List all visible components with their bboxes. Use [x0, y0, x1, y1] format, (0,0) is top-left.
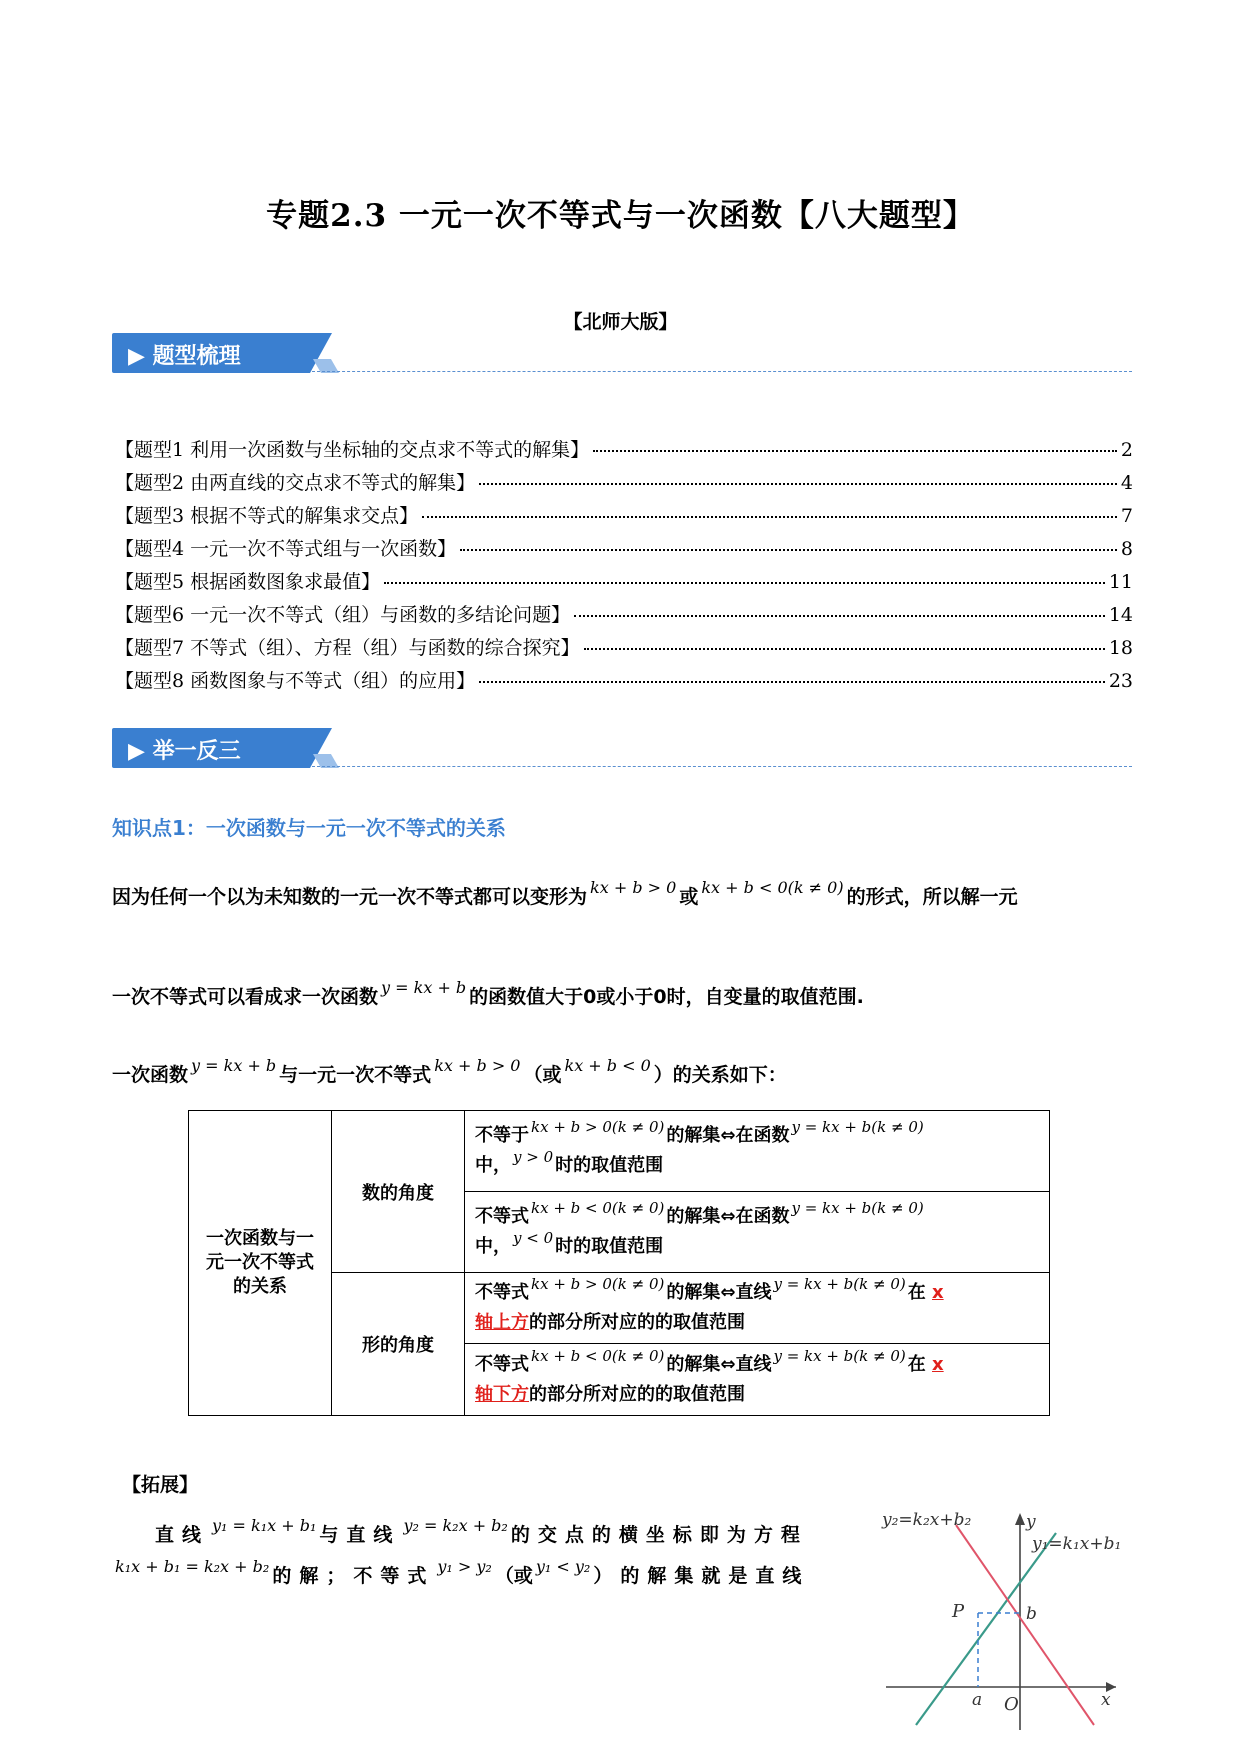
- shape-angle-cell: 形的角度: [332, 1273, 465, 1416]
- y-axis-label: y: [1026, 1512, 1036, 1532]
- line-y2-label: y₂=k₂x+b₂: [882, 1510, 972, 1530]
- section-title-outline: ▶ 题型梳理: [128, 344, 241, 369]
- section-banner-outline: [112, 333, 1132, 373]
- num-angle-cell: 数的角度: [332, 1111, 465, 1273]
- b-label: b: [1026, 1604, 1037, 1624]
- banner-divider: [312, 371, 1132, 372]
- knowledge-point-heading: 知识点1：一次函数与一元一次不等式的关系: [112, 816, 506, 840]
- table-row-header: 一次函数与一元一次不等式的关系: [189, 1111, 332, 1416]
- point-p-label: P: [952, 1601, 965, 1622]
- table-cell: 不等式 $^{kx + b < 0(k \ne 0)}$ 的解集⇔直线 $^{y = kx + b(k \ne 0)}$ 在 x 轴下方的部分所对应的的取值范围: [465, 1344, 1050, 1416]
- line-y1-label: y₁=k₁x+b₁: [1032, 1534, 1122, 1554]
- paragraph-1: 因为任何一个以为未知数的一元一次不等式都可以变形为 $^{kx + b > 0}$ 或 $^{kx + b < 0(k \ne 0)}$ 的形式，所以解一元: [112, 878, 1018, 908]
- toc-item-6[interactable]: 【题型6 一元一次不等式（组）与函数的多结论问题】 14: [115, 604, 1133, 626]
- toc-item-1[interactable]: 【题型1 利用一次函数与坐标轴的交点求不等式的解集】 2: [115, 439, 1133, 461]
- x-axis-label: x: [1101, 1690, 1111, 1710]
- toc-item-4[interactable]: 【题型4 一元一次不等式组与一次函数】 8: [115, 538, 1133, 560]
- page-title: 专题2.3 一元一次不等式与一次函数【八大题型】: [266, 198, 975, 234]
- table-of-contents: [115, 435, 1133, 699]
- toc-item-2[interactable]: 【题型2 由两直线的交点求不等式的解集】 4: [115, 472, 1133, 494]
- toc-item-3[interactable]: 【题型3 根据不等式的解集求交点】 7: [115, 505, 1133, 527]
- edition-label: 【北师大版】: [563, 311, 678, 333]
- paragraph-3: 一次函数 $^{y = kx + b}$ 与一元一次不等式 $^{kx + b > 0}$ （或 $^{kx + b < 0}$ ）的关系如下：: [112, 1056, 787, 1086]
- table-cell: 不等式 $^{kx + b > 0(k \ne 0)}$ 的解集⇔直线 $^{y = kx + b(k \ne 0)}$ 在 x 轴上方的部分所对应的的取值范围: [465, 1273, 1050, 1344]
- paragraph-2: 一次不等式可以看成求一次函数 $^{y = kx + b}$ 的函数值大于0或小于0时，自变量的取值范围.: [112, 978, 864, 1008]
- expand-paragraph: 直线 $^{y_1 = k_1x + b_1}$ 与直线 $^{y_2 = k_2x + b_2}$ 的交点的横坐标即为方程 $^{k_1x + b_1 = k_2x + b_2}$ 的解；不等式 $^{y_1 > y_2}$ （或 $^{y_1 < y_2}$ ）的解集就是直线: [115, 1516, 810, 1587]
- y-axis-arrow: [1015, 1513, 1025, 1525]
- toc-item-8[interactable]: 【题型8 函数图象与不等式（组）的应用】 23: [115, 670, 1133, 692]
- lines-intersection-graph: [876, 1505, 1126, 1735]
- origin-label: O: [1004, 1694, 1019, 1715]
- relation-table: [188, 1110, 1050, 1416]
- table-cell: 不等于 $^{kx + b > 0(k \ne 0)}$ 的解集⇔在函数 $^{y = kx + b(k \ne 0)}$ 中， $^{y > 0}$ 时的取值范围: [465, 1111, 1050, 1192]
- line-y1: [916, 1533, 1056, 1725]
- expand-heading: 【拓展】: [122, 1474, 199, 1496]
- a-label: a: [972, 1690, 983, 1710]
- section-banner-examples: [112, 728, 1132, 768]
- toc-item-7[interactable]: 【题型7 不等式（组）、方程（组）与函数的综合探究】 18: [115, 637, 1133, 659]
- banner-divider: [312, 766, 1132, 767]
- toc-item-5[interactable]: 【题型5 根据函数图象求最值】 11: [115, 571, 1133, 593]
- table-cell: 不等式 $^{kx + b < 0(k \ne 0)}$ 的解集⇔在函数 $^{y = kx + b(k \ne 0)}$ 中， $^{y < 0}$ 时的取值范围: [465, 1192, 1050, 1273]
- section-title-examples: ▶ 举一反三: [128, 739, 241, 764]
